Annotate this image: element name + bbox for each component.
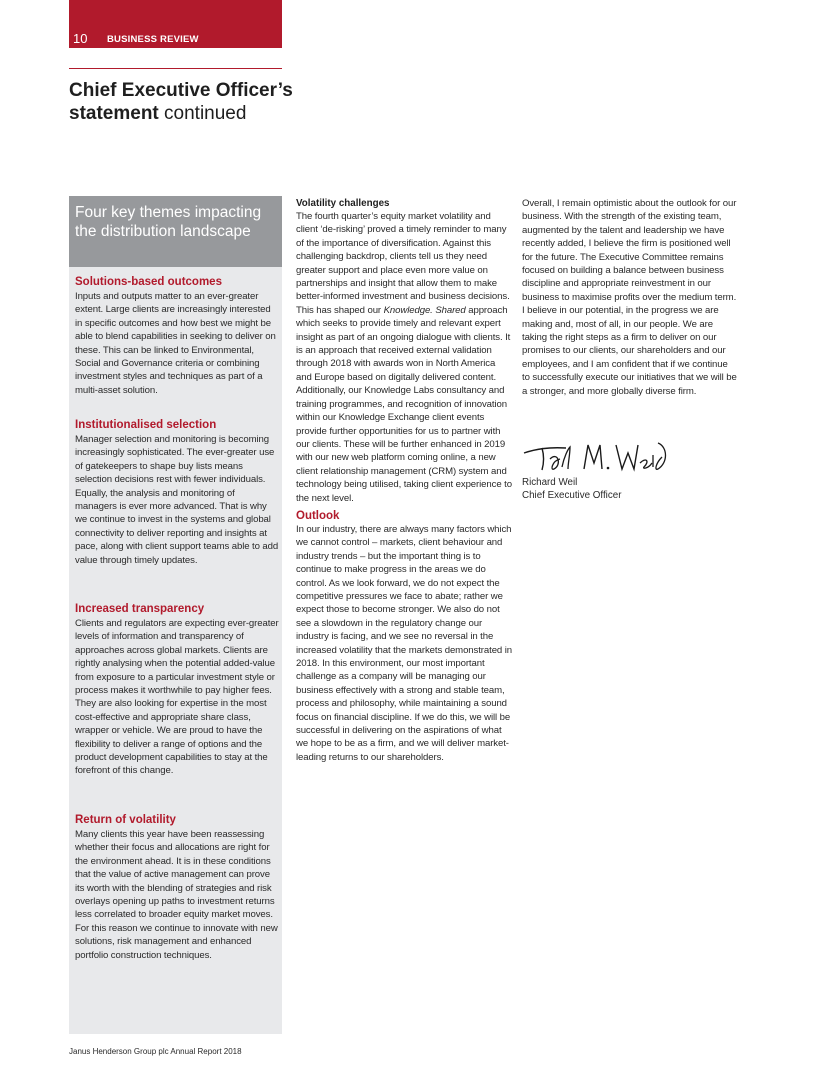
right-column xyxy=(522,197,738,398)
volatility-heading: Volatility challenges xyxy=(296,198,390,209)
title-bold-word: statement xyxy=(69,103,159,124)
title-line-1: Chief Executive Officer’s xyxy=(69,80,293,101)
theme-title: Return of volatility xyxy=(75,814,176,826)
volatility-body xyxy=(296,210,512,505)
themes-panel-header xyxy=(69,196,282,267)
volatility-text-1: The fourth quarter’s equity market volatility and client ‘de-risking’ proved a timely reminder to many of the importance of diversification. Against this challenging backdrop, clients tell us they need greater support and place even more value on partnerships and insight that allow them to make better-informed investment and business decisions. This has shaped our xyxy=(296,211,510,316)
page-title xyxy=(69,79,309,125)
theme-title: Institutionalised selection xyxy=(75,419,217,431)
header-bar xyxy=(69,0,282,48)
title-line-2 xyxy=(69,102,309,125)
theme-item xyxy=(75,814,279,962)
page-footer: Janus Henderson Group plc Annual Report 2018 xyxy=(69,1047,242,1056)
signatory-name: Richard Weil xyxy=(522,477,578,488)
theme-body: Clients and regulators are expecting ever-greater levels of information and transparency of approaches across global markets. Clients are rightly analysing when the potential added-value from exposure to a particular investment style or process makes it worthwhile to pay higher fees. They are also looking for expertise in the most cost-effective and appropriate share class, wrapper or vehicle. We are proud to have the flexibility to deliver a range of options and the product development capabilities to stay at the forefront of this change. xyxy=(75,618,279,777)
themes-panel xyxy=(69,196,282,1034)
title-rule xyxy=(69,68,282,69)
theme-item xyxy=(75,419,279,567)
closing-paragraph-1: Overall, I remain optimistic about the outlook for our business. With the strength of the existing team, augmented by the talent and leadership we have recently added, I believe the firm is positioned well for the future. The Executive Committee remains focused on building a balance between business discipline and appropriate reinvestment in our business to maximise profits over the medium term. xyxy=(522,198,737,303)
signatory-role: Chief Executive Officer xyxy=(522,490,622,501)
outlook-body: In our industry, there are always many factors which we cannot control – markets, client behaviour and industry trends – but the important thing is to continue to make progress in the areas we do control. As we look forward, we do not expect the competitive pressures we face to abate; rather we expect those to become stronger. We also do not see a slowdown in the regulatory change our industry is facing, and we see no reversal in the increased volatility that the markets demonstrated in 2018. In this environment, our most important challenge as a company will be managing our business effectively with a strong and stable team, process and philosophy, while maintaining a sound focus on financial discipline. If we do this, we will be successful in delivering on the aspirations of what we hope to be as a firm, and we will deliver market-leading returns to our shareholders. xyxy=(296,523,512,763)
theme-item xyxy=(75,276,279,397)
closing-paragraph-2: I believe in our potential, in the progress we are making and, most of all, in our people. We are taking the right steps as a firm to deliver on our promises to our clients, our shareholders and our employees, and I am confident that if we continue to successfully execute our initiatives that we will be a stronger, and more globally diverse firm. xyxy=(522,305,737,397)
middle-column xyxy=(296,197,512,764)
theme-title: Solutions-based outcomes xyxy=(75,276,222,288)
theme-body: Inputs and outputs matter to an ever-greater extent. Large clients are increasingly interested in specific outcomes and how best we might be able to blend capabilities in seeking to deliver on these. This can be linked to Environmental, Social and Governance criteria or combining investment styles and techniques as part of a multi-asset solution. xyxy=(75,291,276,396)
title-light-word: continued xyxy=(158,103,247,124)
signature-image xyxy=(522,439,672,475)
theme-body: Manager selection and monitoring is becoming increasingly sophisticated. The ever-greater use of gatekeepers to shape buy lists means selection decisions rest with fewer individuals. Equally, the analysis and monitoring of managers is ever more advanced. That is why we continue to invest in the systems and global connectivity to deliver reporting and insights at pace, along with client support teams able to add value through timely updates. xyxy=(75,434,279,566)
themes-heading: Four key themes impacting the distribution landscape xyxy=(75,204,262,240)
volatility-text-2: approach which seeks to provide timely and relevant expert insight as part of an ongoing dialogue with clients. It is an approach that received external validation through 2018 with awards won in North America and Europe based on digitally delivered content. Additionally, our Knowledge Labs consultancy and training programmes, and recognition of innovation within our Knowledge Exchange client events provide further opportunities for us to partner with our clients. These will be further enhanced in 2019 with our new web platform coming online, a new client relationship management (CRM) system and technology being utilised, taking client experience to the next level. xyxy=(296,304,512,504)
theme-item xyxy=(75,603,279,778)
theme-body: Many clients this year have been reassessing whether their focus and allocations are right for the environment ahead. It is in these conditions that the value of active management can prove its worth with the blending of strategies and risk overlays opening up paths to investment returns less correlated to broader equity market moves. For this reason we continue to innovate with new solutions, risk management and enhanced portfolio construction techniques. xyxy=(75,829,278,961)
page-number: 10 xyxy=(73,31,88,46)
section-label: BUSINESS REVIEW xyxy=(107,34,199,45)
theme-title: Increased transparency xyxy=(75,603,205,615)
knowledge-shared-italic: Knowledge. Shared xyxy=(383,304,466,316)
outlook-heading: Outlook xyxy=(296,509,340,522)
